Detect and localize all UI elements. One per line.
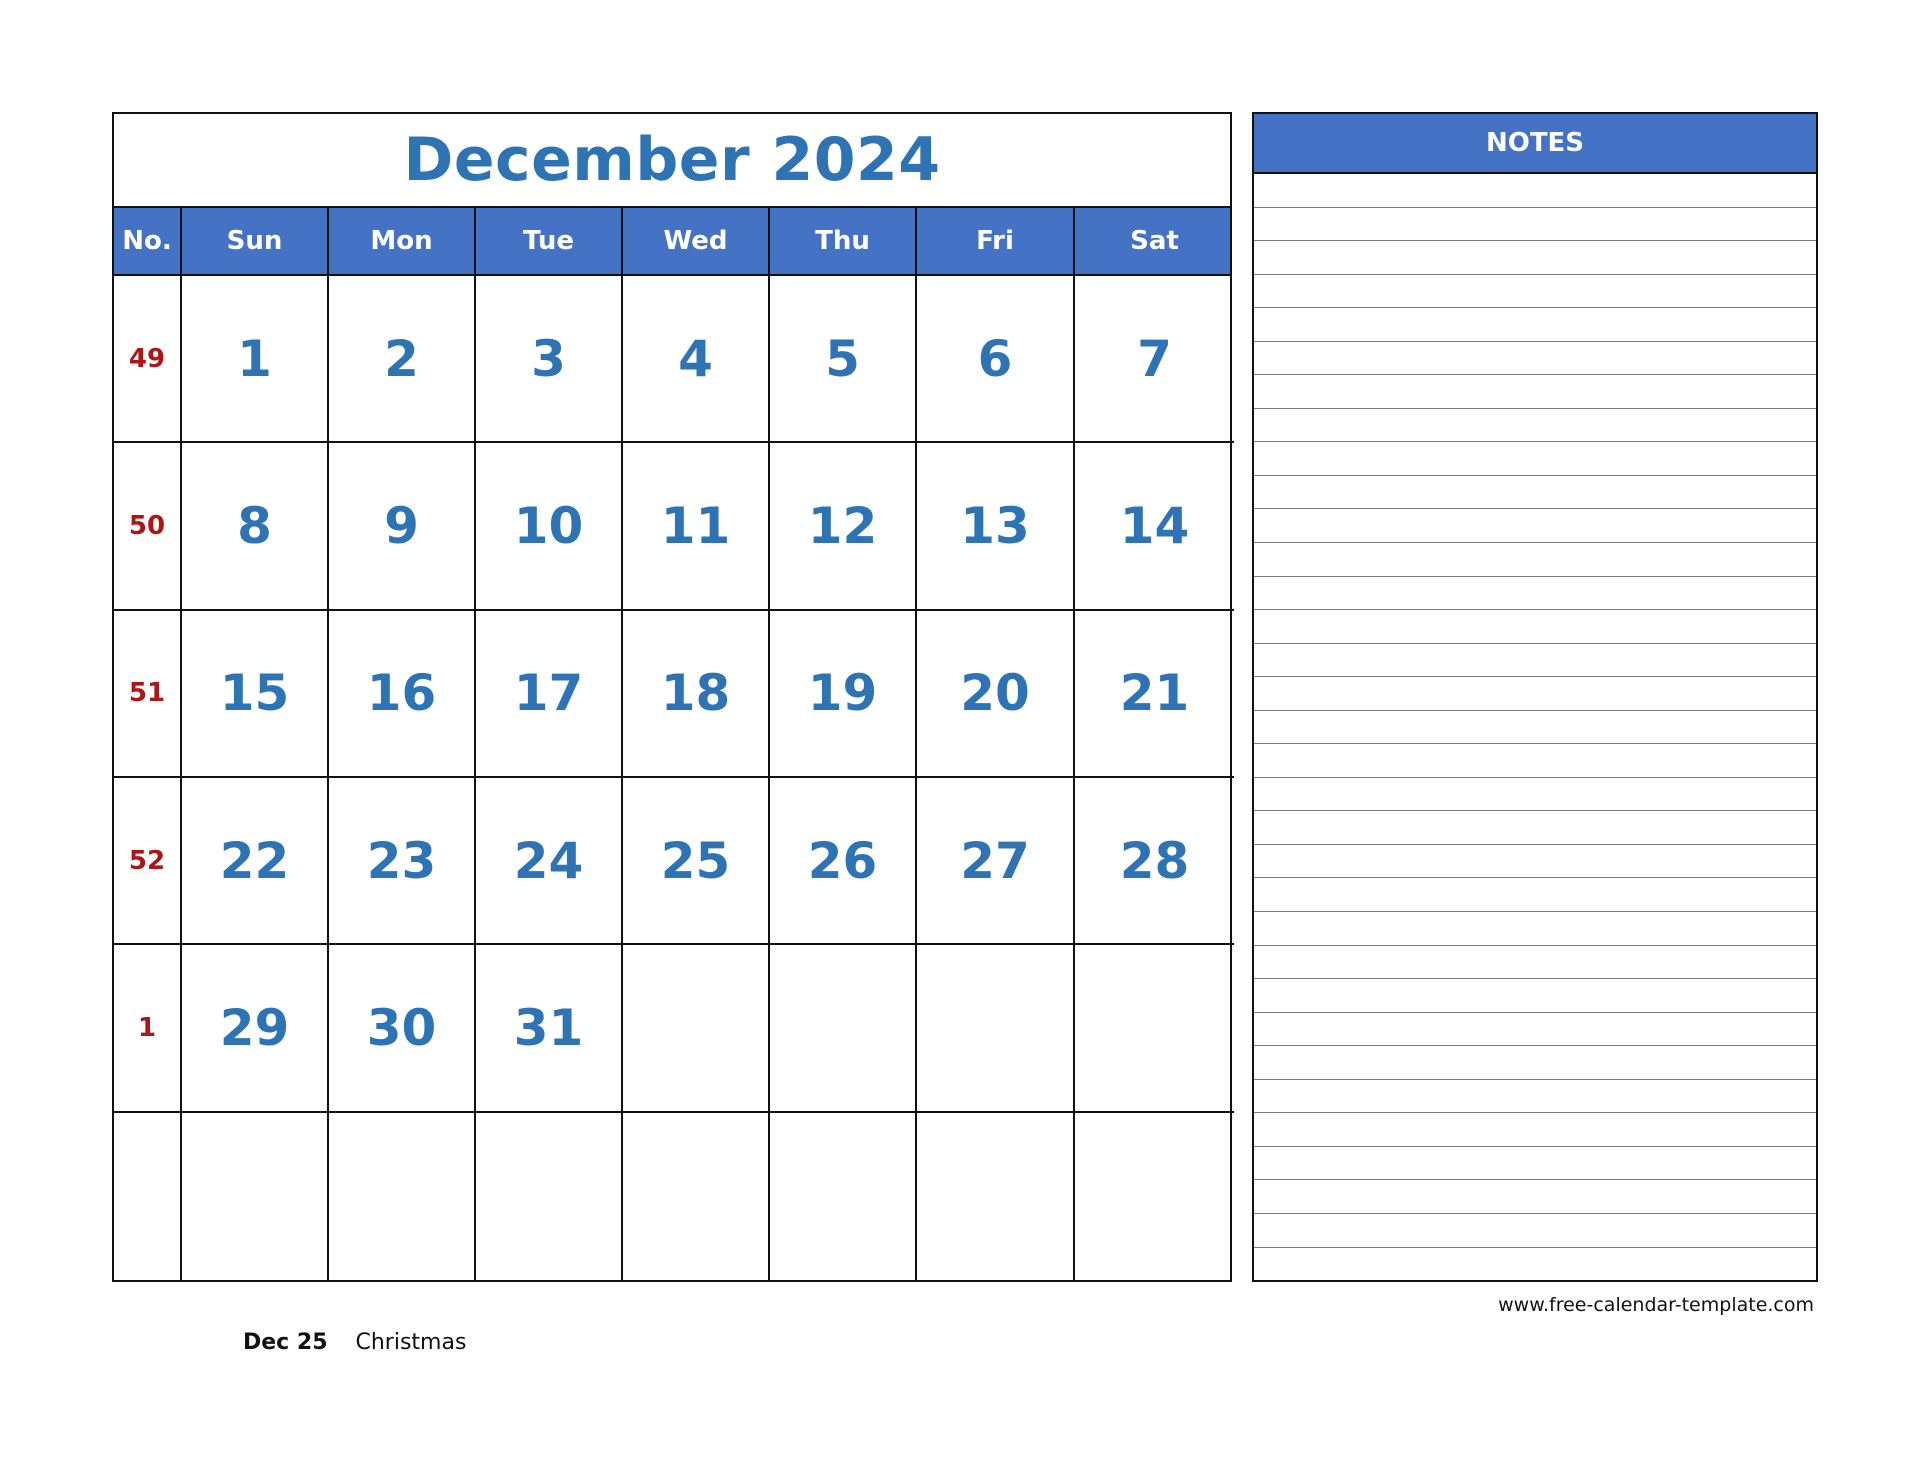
note-line <box>1254 711 1816 745</box>
note-line <box>1254 543 1816 577</box>
note-line <box>1254 577 1816 611</box>
holiday-name: Christmas <box>355 1330 467 1355</box>
week-number: 49 <box>128 343 166 374</box>
notes-panel <box>1252 112 1818 1282</box>
day-number: 28 <box>1119 831 1190 890</box>
note-line <box>1254 778 1816 812</box>
note-line <box>1254 677 1816 711</box>
weekday-header-row <box>114 208 1230 276</box>
note-line <box>1254 744 1816 778</box>
day-number: 19 <box>807 664 878 723</box>
header-friday: Fri <box>917 208 1075 274</box>
day-cell <box>623 443 770 610</box>
day-cell <box>476 945 623 1112</box>
day-cell <box>329 611 476 778</box>
note-line <box>1254 375 1816 409</box>
day-number: 12 <box>807 496 878 555</box>
week-number-cell <box>114 1113 182 1280</box>
week-number-cell <box>114 778 182 945</box>
day-cell <box>476 1113 623 1280</box>
day-number: 21 <box>1119 664 1190 723</box>
note-line <box>1254 476 1816 510</box>
holiday-list <box>243 1330 466 1355</box>
notes-lines <box>1254 174 1816 1280</box>
note-line <box>1254 644 1816 678</box>
day-cell <box>329 443 476 610</box>
week-number: 51 <box>128 678 166 709</box>
day-number: 15 <box>219 664 290 723</box>
day-cell <box>182 276 329 443</box>
note-line <box>1254 409 1816 443</box>
day-number: 23 <box>366 831 437 890</box>
day-number: 17 <box>513 664 584 723</box>
note-line <box>1254 845 1816 879</box>
day-cell <box>770 443 917 610</box>
day-cell <box>770 611 917 778</box>
day-cell <box>917 276 1075 443</box>
note-line <box>1254 241 1816 275</box>
day-number: 9 <box>384 496 419 555</box>
day-number: 27 <box>960 831 1030 890</box>
day-number: 26 <box>807 831 878 890</box>
note-line <box>1254 878 1816 912</box>
day-cell <box>1075 611 1234 778</box>
note-line <box>1254 946 1816 980</box>
day-cell <box>623 1113 770 1280</box>
day-cell <box>917 611 1075 778</box>
week-number-cell <box>114 443 182 610</box>
day-number: 24 <box>513 831 584 890</box>
note-line <box>1254 342 1816 376</box>
day-number: 11 <box>660 496 731 555</box>
day-number: 4 <box>678 329 713 388</box>
day-number: 20 <box>960 664 1030 723</box>
week-number: 1 <box>137 1012 157 1043</box>
day-cell <box>182 611 329 778</box>
week-number: 52 <box>128 845 166 876</box>
day-cell <box>770 945 917 1112</box>
day-cell <box>770 778 917 945</box>
note-line <box>1254 174 1816 208</box>
note-line <box>1254 1147 1816 1181</box>
calendar-title: December 2024 <box>114 114 1230 208</box>
note-line <box>1254 912 1816 946</box>
day-number: 6 <box>977 329 1013 388</box>
header-saturday: Sat <box>1130 226 1179 256</box>
day-number: 3 <box>531 329 566 388</box>
day-cell <box>1075 276 1234 443</box>
note-line <box>1254 1180 1816 1214</box>
note-line <box>1254 811 1816 845</box>
day-cell <box>917 1113 1075 1280</box>
notes-title: NOTES <box>1254 114 1816 174</box>
day-cell <box>1075 778 1234 945</box>
day-number: 7 <box>1137 329 1172 388</box>
note-line <box>1254 1080 1816 1114</box>
day-cell <box>1075 945 1234 1112</box>
day-number: 5 <box>825 329 860 388</box>
header-week-number: No. <box>114 208 182 274</box>
day-cell <box>182 443 329 610</box>
day-cell <box>329 276 476 443</box>
day-number: 18 <box>660 664 731 723</box>
day-cell <box>770 276 917 443</box>
note-line <box>1254 979 1816 1013</box>
day-cell <box>476 611 623 778</box>
day-number: 29 <box>219 998 290 1057</box>
day-number: 10 <box>513 496 584 555</box>
note-line <box>1254 442 1816 476</box>
day-cell <box>623 778 770 945</box>
day-number: 31 <box>513 998 584 1057</box>
website-credit: www.free-calendar-template.com <box>1498 1294 1814 1316</box>
day-cell <box>329 1113 476 1280</box>
day-cell <box>476 276 623 443</box>
day-cell <box>1075 443 1234 610</box>
day-cell <box>917 778 1075 945</box>
day-number: 30 <box>366 998 437 1057</box>
day-number: 22 <box>219 831 290 890</box>
calendar-grid <box>114 276 1230 1280</box>
day-cell <box>182 1113 329 1280</box>
day-cell <box>182 945 329 1112</box>
note-line <box>1254 1248 1816 1281</box>
day-cell <box>917 945 1075 1112</box>
note-line <box>1254 1046 1816 1080</box>
header-sunday: Sun <box>182 208 329 274</box>
day-number: 14 <box>1119 496 1190 555</box>
day-number: 2 <box>384 329 419 388</box>
day-cell <box>329 945 476 1112</box>
header-monday: Mon <box>329 208 476 274</box>
week-number: 50 <box>128 510 166 541</box>
week-number-cell <box>114 945 182 1112</box>
day-cell <box>917 443 1075 610</box>
day-cell <box>182 778 329 945</box>
note-line <box>1254 1214 1816 1248</box>
week-number-cell <box>114 276 182 443</box>
note-line <box>1254 275 1816 309</box>
note-line <box>1254 208 1816 242</box>
note-line <box>1254 1113 1816 1147</box>
day-cell <box>1075 1113 1234 1280</box>
holiday-date: Dec 25 <box>243 1330 328 1355</box>
day-cell <box>476 778 623 945</box>
note-line <box>1254 610 1816 644</box>
week-number-cell <box>114 611 182 778</box>
day-number: 25 <box>660 831 731 890</box>
day-cell <box>329 778 476 945</box>
day-number: 8 <box>237 496 272 555</box>
header-tuesday: Tue <box>476 208 623 274</box>
day-number: 1 <box>237 329 272 388</box>
day-number: 13 <box>960 496 1030 555</box>
day-cell <box>623 276 770 443</box>
day-cell <box>476 443 623 610</box>
header-thursday: Thu <box>770 208 917 274</box>
note-line <box>1254 1013 1816 1047</box>
calendar <box>112 112 1232 1282</box>
header-wednesday: Wed <box>623 208 770 274</box>
note-line <box>1254 509 1816 543</box>
note-line <box>1254 308 1816 342</box>
day-number: 16 <box>366 664 437 723</box>
day-cell <box>623 945 770 1112</box>
day-cell <box>770 1113 917 1280</box>
day-cell <box>623 611 770 778</box>
